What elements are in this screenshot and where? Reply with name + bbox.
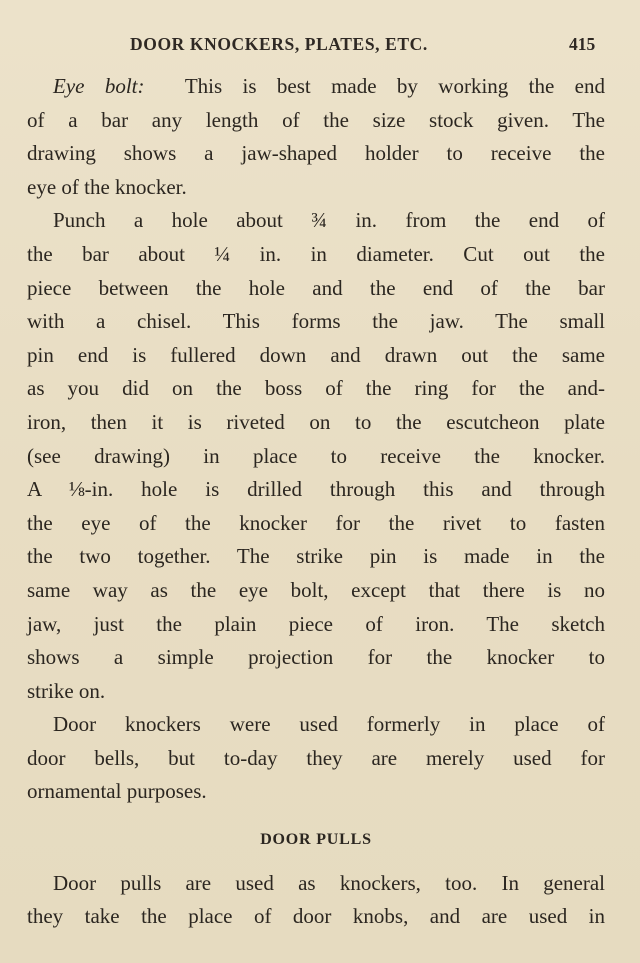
text-line: A ⅛-in. hole is drilled through this and through (27, 477, 605, 502)
running-head-title: DOOR KNOCKERS, PLATES, ETC. (130, 34, 428, 54)
section-heading: DOOR PULLS (260, 831, 372, 849)
text-line: piece between the hole and the end of the bar (27, 275, 605, 300)
text-line: with a chisel. This forms the jaw. The small (27, 309, 605, 334)
text-line: they take the place of door knobs, and are used in (27, 904, 605, 929)
paragraph-eye-bolt (27, 70, 605, 204)
page-number: 415 (569, 34, 596, 54)
text-line: ornamental purposes. (27, 779, 207, 804)
text-line: shows a simple projection for the knocker to (27, 645, 605, 670)
running-head (0, 34, 640, 58)
paragraph-pulls (27, 867, 605, 934)
text-line: Punch a hole about ¾ in. from the end of (53, 208, 605, 233)
text-line: (see drawing) in place to receive the knocker. (27, 443, 605, 468)
text-line: same way as the eye bolt, except that there is no (27, 577, 605, 602)
text-line: pin end is fullered down and drawn out the same (27, 342, 605, 367)
text-line: of a bar any length of the size stock given. The (27, 107, 605, 132)
text-line (27, 70, 605, 104)
text-line: Door pulls are used as knockers, too. In general (53, 870, 605, 895)
text-line: eye of the knocker. (27, 174, 187, 199)
text-line: Door knockers were used formerly in place of (53, 712, 605, 737)
text-line: strike on. (27, 678, 106, 703)
text-line: the two together. The strike pin is made in the (27, 544, 605, 569)
text-fragment: This is best made by working the end (184, 74, 605, 98)
text-line: iron, then it is riveted on to the escutcheon plate (27, 409, 605, 434)
text-line: the eye of the knocker for the rivet to fasten (27, 510, 605, 535)
paragraph-punch (27, 204, 605, 708)
body-text (27, 70, 605, 934)
text-line: door bells, but to-day they are merely used for (27, 745, 605, 770)
text-line: as you did on the boss of the ring for the and- (27, 376, 605, 401)
eye-bolt-label: Eye bolt: (53, 74, 145, 98)
text-line: jaw, just the plain piece of iron. The sketch (27, 611, 605, 636)
paragraph-knockers (27, 708, 605, 809)
text-line: the bar about ¼ in. in diameter. Cut out the (27, 241, 605, 266)
text-line: drawing shows a jaw-shaped holder to receive the (27, 141, 605, 166)
